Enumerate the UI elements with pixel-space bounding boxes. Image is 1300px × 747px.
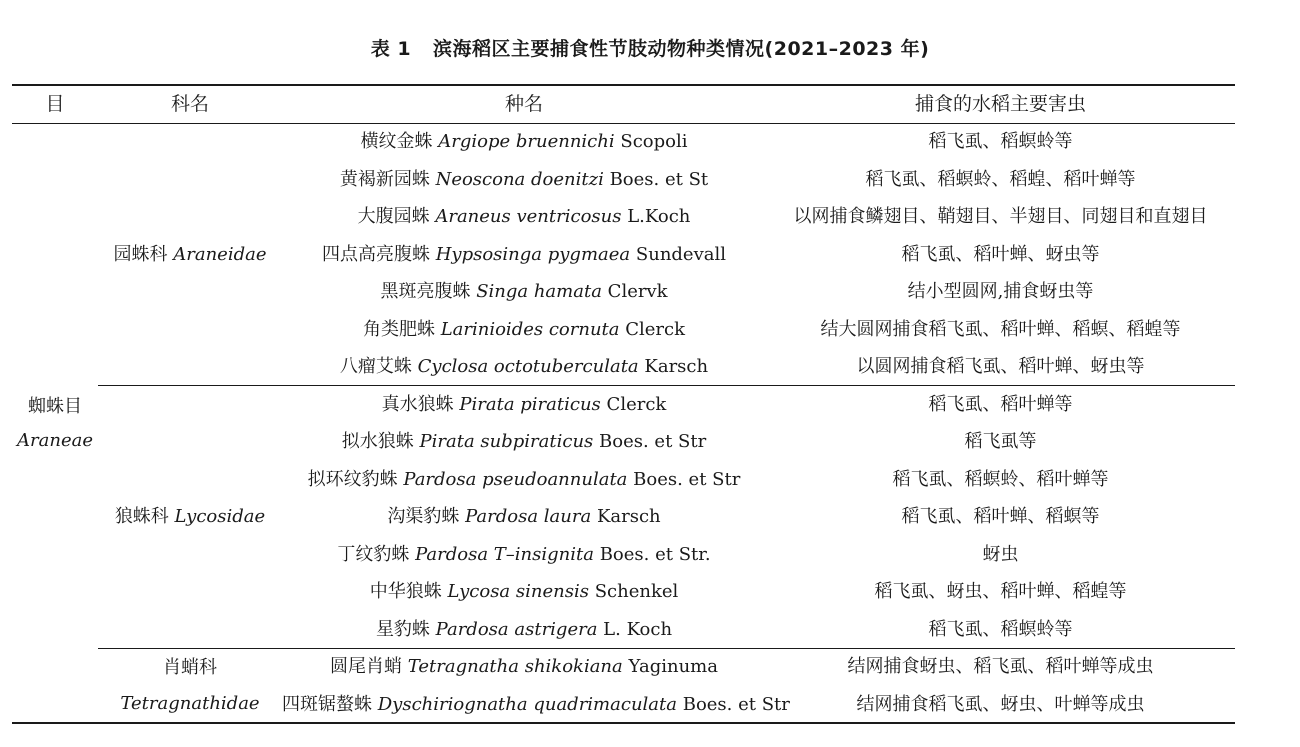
table-row — [282, 123, 1235, 161]
family-name-cn: 狼蛛科 — [114, 506, 169, 527]
header-order: 目 — [45, 93, 65, 115]
family-tetragnathidae-cn: 肖蛸科 — [163, 657, 217, 678]
group-divider-rule — [98, 385, 1235, 386]
family-araneidae — [98, 241, 282, 269]
table-row — [282, 161, 1235, 199]
prey-cell: 稻飞虱、蚜虫、稻叶蝉、稻蝗等 — [874, 581, 1127, 602]
prey-cell: 以圆网捕食稻飞虱、稻叶蝉、蚜虫等 — [856, 356, 1145, 377]
prey-cell: 稻飞虱、稻叶蝉、稻螟等 — [901, 506, 1100, 527]
table-row — [282, 573, 1235, 611]
table-row — [282, 461, 1235, 499]
header-family: 科名 — [170, 93, 209, 115]
species-cell: 拟环纹豹蛛 Pardosa pseudoannulata Boes. et Str — [307, 468, 741, 490]
table-row — [282, 686, 1235, 724]
prey-cell: 结大圆网捕食稻飞虱、稻叶蝉、稻螟、稻蝗等 — [820, 318, 1181, 340]
prey-cell: 蚜虫 — [982, 543, 1019, 565]
species-cell: 沟渠豹蛛 Pardosa laura Karsch — [387, 506, 661, 527]
table-row — [282, 611, 1235, 649]
table-title: 滨海稻区主要捕食性节肢动物种类情况(2021–2023 年) — [433, 38, 930, 60]
table-row — [282, 311, 1235, 349]
species-cell: 四点高亮腹蛛 Hypsosinga pygmaea Sundevall — [321, 243, 726, 265]
prey-cell: 稻飞虱、稻叶蝉、蚜虫等 — [901, 243, 1100, 265]
prey-cell: 稻飞虱、稻螟蛉、稻叶蝉等 — [892, 468, 1109, 490]
species-cell: 圆尾肖蛸 Tetragnatha shikokiana Yaginuma — [330, 656, 718, 677]
table-number: 表 1 — [370, 38, 412, 60]
family-lycosidae — [98, 503, 282, 531]
family-name-latin: Araneidae — [173, 244, 267, 265]
species-cell: 大腹园蛛 Araneus ventricosus L.Koch — [357, 206, 691, 227]
prey-cell: 稻飞虱、稻螟蛉、稻蝗、稻叶蝉等 — [865, 168, 1136, 190]
prey-cell: 稻飞虱、稻叶蝉等 — [928, 393, 1073, 415]
order-name-latin: Araneae — [17, 430, 93, 451]
prey-cell: 结网捕食蚜虫、稻飞虱、稻叶蝉等成虫 — [847, 656, 1154, 677]
species-cell: 丁纹豹蛛 Pardosa T–insignita Boes. et Str. — [337, 543, 711, 565]
order-name-cn: 蜘蛛目 — [28, 396, 82, 417]
table-row — [282, 198, 1235, 236]
table-row — [282, 648, 1235, 686]
group-divider-rule — [98, 648, 1235, 649]
prey-cell: 结网捕食稻飞虱、蚜虫、叶蝉等成虫 — [856, 693, 1145, 715]
prey-cell: 以网捕食鳞翅目、鞘翅目、半翅目、同翅目和直翅目 — [793, 206, 1208, 227]
species-cell: 拟水狼蛛 Pirata subpiraticus Boes. et Str — [341, 431, 707, 452]
species-cell: 星豹蛛 Pardosa astrigera L. Koch — [375, 618, 673, 640]
table-row — [282, 498, 1235, 536]
prey-cell: 稻飞虱、稻螟蛉等 — [928, 131, 1073, 152]
table-row — [282, 348, 1235, 386]
table-row — [282, 273, 1235, 311]
bottom-rule — [12, 722, 1235, 724]
table-row — [282, 386, 1235, 424]
table-row — [282, 536, 1235, 574]
top-rule — [12, 84, 1235, 86]
family-name-latin: Lycosidae — [174, 506, 266, 527]
prey-cell: 结小型圆网,捕食蚜虫等 — [907, 281, 1094, 302]
species-cell: 八瘤艾蛛 Cyclosa octotuberculata Karsch — [339, 356, 709, 377]
table-row — [282, 236, 1235, 274]
table-row — [282, 423, 1235, 461]
species-cell: 黑斑亮腹蛛 Singa hamata Clervk — [380, 281, 668, 302]
table-caption — [0, 34, 1300, 61]
species-cell: 角类肥蛛 Larinioides cornuta Clerck — [362, 318, 686, 340]
species-cell: 中华狼蛛 Lycosa sinensis Schenkel — [369, 581, 679, 602]
species-rows — [282, 123, 1235, 723]
header-species: 种名 — [504, 93, 543, 115]
prey-cell: 稻飞虱等 — [964, 431, 1037, 452]
species-cell: 真水狼蛛 Pirata piraticus Clerck — [381, 393, 667, 415]
prey-cell: 稻飞虱、稻螟蛉等 — [928, 618, 1073, 640]
family-name-cn: 园蛛科 — [113, 244, 168, 265]
header-prey: 捕食的水稻主要害虫 — [914, 93, 1086, 115]
species-cell: 黄褐新园蛛 Neoscona doenitzi Boes. et St — [339, 168, 709, 190]
family-tetragnathidae-latin: Tetragnathidae — [120, 693, 260, 714]
species-cell: 四斑锯螯蛛 Dyschiriognatha quadrimaculata Boes. et Str — [282, 693, 790, 715]
species-cell: 横纹金蛛 Argiope bruennichi Scopoli — [360, 131, 688, 152]
